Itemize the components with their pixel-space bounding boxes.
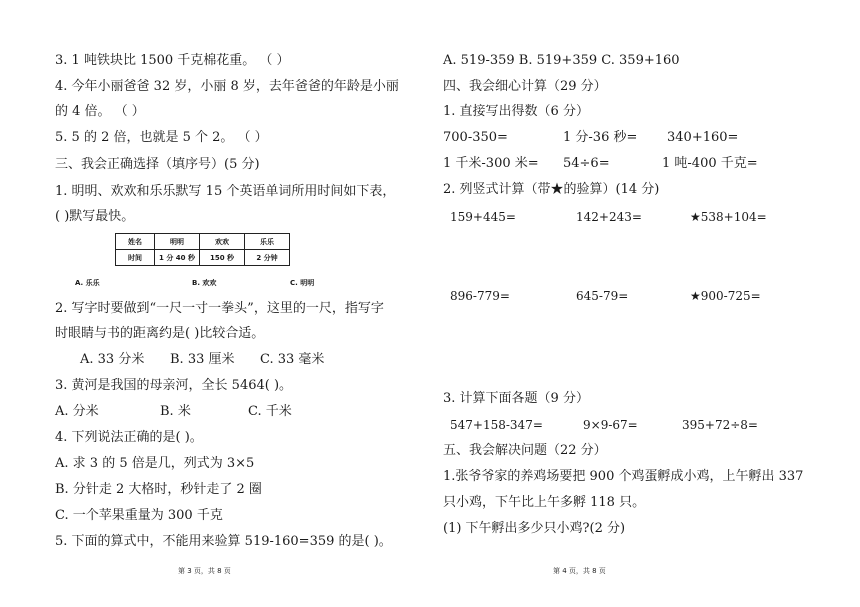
vertical-calc-item: 142+243= (576, 210, 642, 224)
choice-q2: 2. 写字时要做到“一尺一寸一拳头”，这里的一尺，指写字 (55, 301, 384, 316)
section-4-heading: 四、我会细心计算（29 分） (443, 79, 607, 94)
choice-q2-option-a: A. 33 分米 (80, 352, 145, 367)
table-cell: 乐乐 (245, 234, 290, 250)
choice-q3-option-b: B. 米 (160, 404, 191, 419)
calc-item: 340+160= (667, 130, 739, 145)
calc-part-2-heading: 2. 列竖式计算（带★的验算）(14 分) (443, 182, 660, 197)
judge-item-3: 3. 1 吨铁块比 1500 千克棉花重。 （ ） (55, 53, 290, 68)
choice-q2-cont: 时眼睛与书的距离约是( )比较合适。 (55, 326, 265, 341)
vertical-calc-item: ★900-725= (690, 289, 761, 303)
table-cell: 姓名 (116, 234, 155, 250)
calc-item: 547+158-347= (450, 418, 543, 432)
judge-item-4: 4. 今年小丽爸爸 32 岁，小丽 8 岁，去年爸爸的年龄是小丽 (55, 79, 399, 94)
vertical-calc-item: ★538+104= (690, 210, 767, 224)
problem-1-sub-1: (1) 下午孵出多少只小鸡?(2 分) (443, 521, 626, 536)
calc-item: 700-350= (443, 130, 508, 145)
calc-part-1-heading: 1. 直接写出得数（6 分） (443, 104, 589, 119)
table-cell: 2 分钟 (245, 250, 290, 266)
choice-q3-option-a: A. 分米 (55, 404, 99, 419)
section-3-heading: 三、我会正确选择（填序号）(5 分) (55, 157, 260, 172)
table-cell: 明明 (155, 234, 200, 250)
table-header-row (116, 234, 290, 250)
choice-q2-option-c: C. 33 毫米 (260, 352, 325, 367)
choice-q4: 4. 下列说法正确的是( )。 (55, 430, 203, 445)
choice-q3-option-c: C. 千米 (248, 404, 292, 419)
choice-q1: 1. 明明、欢欢和乐乐默写 15 个英语单词所用时间如下表， (55, 184, 396, 199)
table-row (116, 250, 290, 266)
choice-q1-option-a: A. 乐乐 (75, 279, 100, 287)
page-footer-left: 第 3 页，共 8 页 (178, 567, 231, 575)
table-cell: 1 分 40 秒 (155, 250, 200, 266)
calc-item: 1 分-36 秒= (563, 130, 638, 145)
choice-q4-option-b: B. 分针走 2 大格时，秒针走了 2 圈 (55, 482, 262, 497)
time-table (115, 233, 290, 266)
calc-item: 1 千米-300 米= (443, 156, 539, 171)
choice-q5-options: A. 519-359 B. 519+359 C. 359+160 (443, 53, 680, 68)
problem-1: 1.张爷爷家的养鸡场要把 900 个鸡蛋孵成小鸡，上午孵出 337 (443, 469, 804, 484)
judge-item-5: 5. 5 的 2 倍，也就是 5 个 2。 （ ） (55, 130, 268, 145)
calc-item: 54÷6= (563, 156, 610, 171)
table-cell: 欢欢 (200, 234, 245, 250)
choice-q1-option-b: B. 欢欢 (192, 279, 217, 287)
choice-q5: 5. 下面的算式中，不能用来验算 519-160=359 的是( )。 (55, 534, 392, 549)
vertical-calc-item: 896-779= (450, 289, 510, 303)
choice-q3: 3. 黄河是我国的母亲河，全长 5464( )。 (55, 378, 293, 393)
problem-1-cont: 只小鸡，下午比上午多孵 118 只。 (443, 495, 646, 510)
calc-part-3-heading: 3. 计算下面各题（9 分） (443, 391, 589, 406)
section-5-heading: 五、我会解决问题（22 分） (443, 443, 607, 458)
calc-item: 9×9-67= (583, 418, 638, 432)
table-cell: 时间 (116, 250, 155, 266)
choice-q1-cont: ( )默写最快。 (55, 209, 135, 224)
calc-item: 1 吨-400 千克= (662, 156, 758, 171)
choice-q4-option-a: A. 求 3 的 5 倍是几，列式为 3×5 (55, 456, 255, 471)
judge-item-4-cont: 的 4 倍。 （ ） (55, 104, 145, 119)
calc-item: 395+72÷8= (682, 418, 758, 432)
table-cell: 150 秒 (200, 250, 245, 266)
vertical-calc-item: 159+445= (450, 210, 516, 224)
vertical-calc-item: 645-79= (576, 289, 629, 303)
page-footer-right: 第 4 页，共 8 页 (553, 567, 606, 575)
choice-q1-option-c: C. 明明 (290, 279, 315, 287)
choice-q2-option-b: B. 33 厘米 (170, 352, 235, 367)
choice-q4-option-c: C. 一个苹果重量为 300 千克 (55, 508, 223, 523)
